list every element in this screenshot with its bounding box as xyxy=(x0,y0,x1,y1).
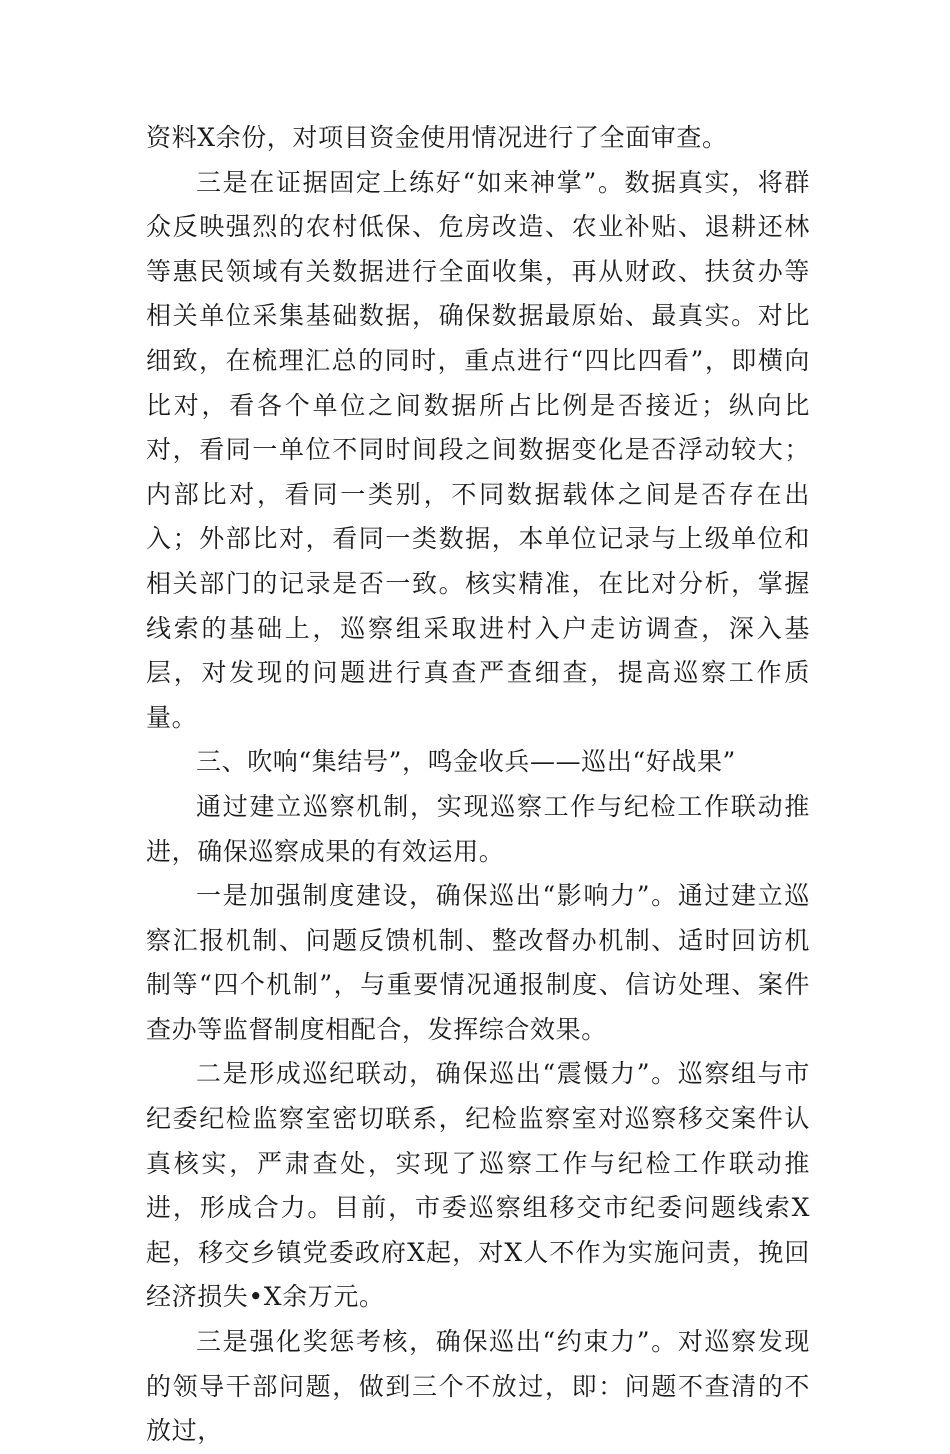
document-body xyxy=(146,116,810,1454)
paragraph: 三是在证据固定上练好“如来神掌”。数据真实，将群众反映强烈的农村低保、危房改造、农业补贴、退耕还林等惠民领域有关数据进行全面收集，再从财政、扶贫办等相关单位采集基础数据，确保数据最原始、最真实。对比细致，在梳理汇总的同时，重点进行“四比四看”，即横向比对，看各个单位之间数据所占比例是否接近；纵向比对，看同一单位不同时间段之间数据变化是否浮动较大；内部比对，看同一类别，不同数据载体之间是否存在出入；外部比对，看同一类数据，本单位记录与上级单位和相关部门的记录是否一致。核实精准，在比对分析，掌握线索的基础上，巡察组采取进村入户走访调查，深入基层，对发现的问题进行真查严查细查，提高巡察工作质量。 xyxy=(146,167,810,732)
paragraph: 资料X余份，对项目资金使用情况进行了全面审查。 xyxy=(146,123,728,152)
paragraph: 通过建立巡察机制，实现巡察工作与纪检工作联动推进，确保巡察成果的有效运用。 xyxy=(146,791,810,866)
paragraph: 三是强化奖惩考核，确保巡出“约束力”。对巡察发现的领导干部问题，做到三个不放过，即：问题不查清的不放过， xyxy=(146,1327,810,1446)
paragraph: 二是形成巡纪联动，确保巡出“震慑力”。巡察组与市纪委纪检监察室密切联系，纪检监察室对巡察移交案件认真核实，严肃查处，实现了巡察工作与纪检工作联动推进，形成合力。目前，市委巡察组移交市纪委问题线索X起，移交乡镇党委政府X起，对X人不作为实施问责，挽回经济损失•X余万元。 xyxy=(146,1059,810,1312)
paragraph: 一是加强制度建设，确保巡出“影响力”。通过建立巡察汇报机制、问题反馈机制、整改督办机制、适时回访机制等“四个机制”，与重要情况通报制度、信访处理、案件查办等监督制度相配合，发挥综合效果。 xyxy=(146,881,810,1044)
section-heading: 三、吹响“集结号”，鸣金收兵——巡出“好战果” xyxy=(196,747,736,777)
